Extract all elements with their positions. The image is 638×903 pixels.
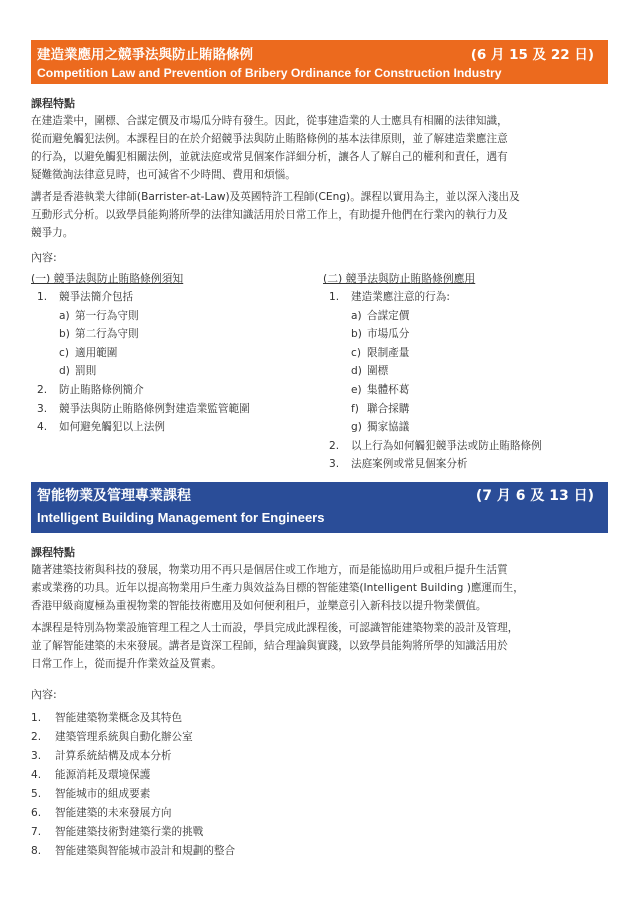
course2-intro-line: 素或業務的功具。近年以提高物業用戶生產力與效益為目標的智能建築(Intelligent Building )應運而生， [31, 581, 524, 594]
list-item: 5. 智能城市的組成要素 [31, 787, 151, 800]
list-item: b) 市場瓜分 [351, 328, 410, 341]
course2-content-label: 內容: [31, 687, 57, 701]
list-item: 6. 智能建築的未來發展方向 [31, 806, 172, 819]
list-item: g) 獨家協議 [351, 421, 410, 434]
document-page [31, 40, 608, 861]
list-item: 2. 防止賄賂條例簡介 [37, 383, 144, 396]
course2-features-heading: 課程特點 [31, 545, 75, 559]
course1-intro-line: 的行為，以避免觸犯相關法例，並就法庭或常見個案作詳細分析，讓各人了解自己的權利和責任，遇有 [31, 151, 508, 163]
course1-speaker-line: 競爭力。 [31, 227, 74, 239]
course-intelligent-building [31, 482, 608, 861]
course1-speaker-paragraph [31, 188, 608, 242]
list-item: c) 適用範圍 [59, 346, 118, 359]
course2-date: (7 月 6 及 13 日) [475, 487, 594, 504]
course2-banner [31, 482, 608, 533]
course1-intro-line: 從而避免觸犯法例。本課程目的在於介紹競爭法與防止賄賂條例的基本法律原則，並了解建造業應注意 [31, 133, 508, 145]
list-item: c) 限制產量 [351, 346, 410, 359]
list-item: b) 第二行為守則 [59, 328, 139, 341]
course1-part2 [323, 270, 608, 474]
course1-content-columns [31, 270, 608, 474]
course2-speaker-line: 日常工作上，從而提升作業效益及質素。 [31, 657, 222, 670]
course2-speaker-line: 並了解智能建築的未來發展。講者是資深工程師，結合理論與實踐，以致學員能夠將所學的知識活用於 [31, 639, 508, 652]
course1-speaker-line: 講者是香港執業大律師(Barrister-at-Law)及英國特許工程師(CEng)。課程以實用為主，並以深入淺出及 [31, 191, 520, 203]
list-item: a) 合謀定價 [351, 309, 410, 322]
list-item: d) 圍標 [351, 365, 389, 378]
course2-intro-line: 香港甲級商廈極為重視物業的智能技術應用及如何便利租戶，並樂意引入新科技以提升物業價值。 [31, 599, 487, 612]
list-item: 2. 建築管理系統與自動化辦公室 [31, 730, 193, 743]
course1-intro-line: 在建造業中，圍標、合謀定價及市場瓜分時有發生。因此，從事建造業的人士應具有相關的法律知識， [31, 115, 508, 127]
course-competition-law [31, 40, 608, 474]
course1-title-zh: 建造業應用之競爭法與防止賄賂條例 [37, 47, 253, 63]
list-item: 1. 競爭法簡介包括 [37, 291, 134, 303]
part1-title: (一) 競爭法與防止賄賂條例須知 [31, 272, 184, 285]
course1-content-label: 內容: [31, 251, 57, 264]
list-item: 2. 以上行為如何觸犯競爭法或防止賄賂條例 [329, 439, 542, 452]
course2-speaker-line: 本課程是特別為物業設施管理工程之人士而設，學員完成此課程後，可認識智能建築物業的設計及管理， [31, 621, 519, 634]
course1-intro-line: 疑難徵詢法律意見時，也可減省不少時間、費用和煩惱。 [31, 169, 296, 181]
course1-features-heading: 課程特點 [31, 97, 75, 110]
list-item: d) 罰則 [59, 365, 97, 378]
list-item: e) 集體杯葛 [351, 383, 410, 396]
course2-intro-paragraph [31, 561, 608, 615]
list-item: 7. 智能建築技術對建築行業的挑戰 [31, 825, 204, 838]
list-item: 3. 競爭法與防止賄賂條例對建造業監管範圍 [37, 402, 250, 415]
course2-title-en: Intelligent Building Management for Engineers [37, 509, 325, 525]
course1-title-en: Competition Law and Prevention of Bribery Ordinance for Construction Industry [37, 66, 502, 80]
list-item: 4. 如何避免觸犯以上法例 [37, 421, 165, 434]
list-item: f) 聯合採購 [351, 402, 410, 415]
list-item: 1. 建造業應注意的行為: [329, 291, 450, 303]
course1-part1 [31, 270, 323, 474]
course1-banner [31, 40, 608, 84]
course2-speaker-paragraph [31, 619, 608, 673]
list-item: 3. 計算系統結構及成本分析 [31, 749, 172, 762]
course2-title-zh: 智能物業及管理專業課程 [37, 487, 191, 504]
list-item: 8. 智能建築與智能城市設計和規劃的整合 [31, 844, 236, 857]
list-item: a) 第一行為守則 [59, 309, 139, 322]
part2-title: (二) 競爭法與防止賄賂條例應用 [323, 272, 476, 285]
course2-content-list [31, 709, 608, 861]
list-item: 1. 智能建築物業概念及其特色 [31, 711, 183, 724]
course1-speaker-line: 互動形式分析。以致學員能夠將所學的法律知識活用於日常工作上，有助提升他們在行業內的執行力及 [31, 209, 508, 221]
course1-date: (6 月 15 及 22 日) [470, 47, 594, 63]
list-item: 3. 法庭案例或常見個案分析 [329, 458, 468, 471]
course2-intro-line: 隨著建築技術與科技的發展，物業功用不再只是個居住或工作地方，而是能協助用戶或租戶提升生活質 [31, 563, 508, 576]
list-item: 4. 能源消耗及環境保護 [31, 768, 151, 781]
course1-intro-paragraph [31, 112, 608, 184]
